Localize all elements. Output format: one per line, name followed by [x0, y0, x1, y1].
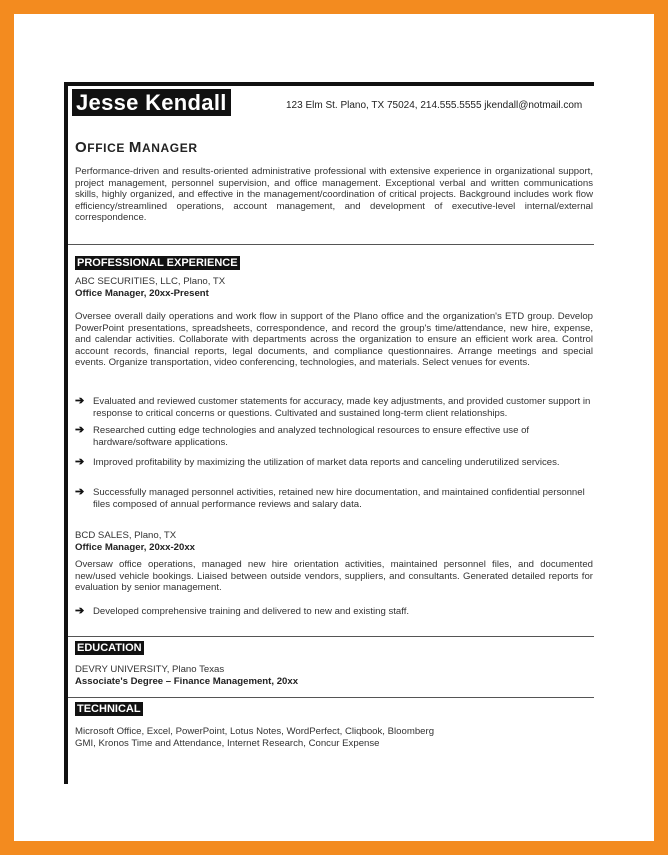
contact-info: 123 Elm St. Plano, TX 75024, 214.555.5555 jkendall@notmail.com — [286, 100, 583, 111]
job-title — [75, 139, 198, 156]
arrow-right-icon: ➔ — [75, 424, 85, 436]
title-letter-m: M — [128, 139, 142, 156]
list-item-text: Evaluated and reviewed customer statements for accuracy, made key adjustments, and provided customer support in response to critical concerns or questions. Cultivated and sustained long-term client relationships. — [93, 396, 591, 419]
summary-paragraph: Performance-driven and results-oriented administrative professional with extensive experience in organizational support, project management, personnel supervision, and office management. Exceptional verbal and written communications skills, highly organized, and effective in the management/coordination of critical projects. Background includes work flow efficiency/streamlined operations, account management, and development of executive-level internal/external correspondence. — [75, 166, 593, 223]
list-item — [75, 396, 595, 419]
title-part-1: FFICE — [87, 141, 129, 155]
arrow-right-icon: ➔ — [75, 486, 85, 498]
title-letter-o: O — [75, 139, 88, 156]
section-divider — [68, 636, 594, 637]
section-heading-technical: TECHNICAL — [77, 703, 141, 715]
job-description: Oversee overall daily operations and work flow in support of the Plano office and the organization's ETD group. Develop PowerPoint presentations, spreadsheets, correspondence, and record the group's time/attendance, new hire, expense, and calendar activities. Collaborate with departments across the organization to ensure an efficient work area. Control account records, financial reports, legal documents, and compliance questionnaires. Arrange meetings and special events. Organize transportation, video conferencing, technologies, and materials. Select venues for events. — [75, 311, 593, 368]
section-heading-education: EDUCATION — [77, 642, 142, 654]
job-description: Oversaw office operations, managed new hire orientation activities, maintained personnel files, and documented new/used vehicle bookings. Liaised between outside vendors, suppliers, and consultants. Generated detailed reports for evaluation by senior management. — [75, 559, 593, 593]
list-item — [75, 606, 595, 618]
arrow-right-icon: ➔ — [75, 456, 85, 468]
arrow-right-icon: ➔ — [75, 605, 85, 617]
candidate-name: Jesse Kendall — [72, 89, 231, 116]
arrow-right-icon: ➔ — [75, 395, 85, 407]
section-divider — [68, 244, 594, 245]
left-vertical-rule — [64, 84, 68, 784]
list-item-text: Developed comprehensive training and delivered to new and existing staff. — [93, 606, 410, 617]
job-role: Office Manager, 20xx-20xx — [75, 542, 195, 553]
list-item — [75, 457, 595, 469]
education-degree: Associate's Degree – Finance Management, 20xx — [75, 676, 299, 687]
job-company: BCD SALES, Plano, TX — [75, 530, 177, 541]
technical-skills-line: GMI, Kronos Time and Attendance, Internet Research, Concur Expense — [75, 738, 380, 749]
job-role: Office Manager, 20xx-Present — [75, 288, 209, 299]
header-rule — [64, 82, 594, 86]
list-item-text: Successfully managed personnel activities, retained new hire documentation, and maintained confidential personnel files composed of annual performance reviews and salary data. — [93, 487, 585, 510]
job-company: ABC SECURITIES, LLC, Plano, TX — [75, 276, 226, 287]
list-item — [75, 487, 595, 510]
resume-page — [14, 14, 654, 841]
section-heading-experience: PROFESSIONAL EXPERIENCE — [77, 257, 238, 269]
list-item-text: Researched cutting edge technologies and analyzed technological resources to ensure effective use of hardware/software applications. — [93, 425, 530, 448]
education-school: DEVRY UNIVERSITY, Plano Texas — [75, 664, 225, 675]
list-item-text: Improved profitability by maximizing the utilization of market data reports and canceling underutilized services. — [93, 457, 560, 468]
title-part-2: ANAGER — [142, 141, 198, 155]
list-item — [75, 425, 595, 448]
technical-skills-line: Microsoft Office, Excel, PowerPoint, Lotus Notes, WordPerfect, Cliqbook, Bloomberg — [75, 726, 435, 737]
section-divider — [68, 697, 594, 698]
